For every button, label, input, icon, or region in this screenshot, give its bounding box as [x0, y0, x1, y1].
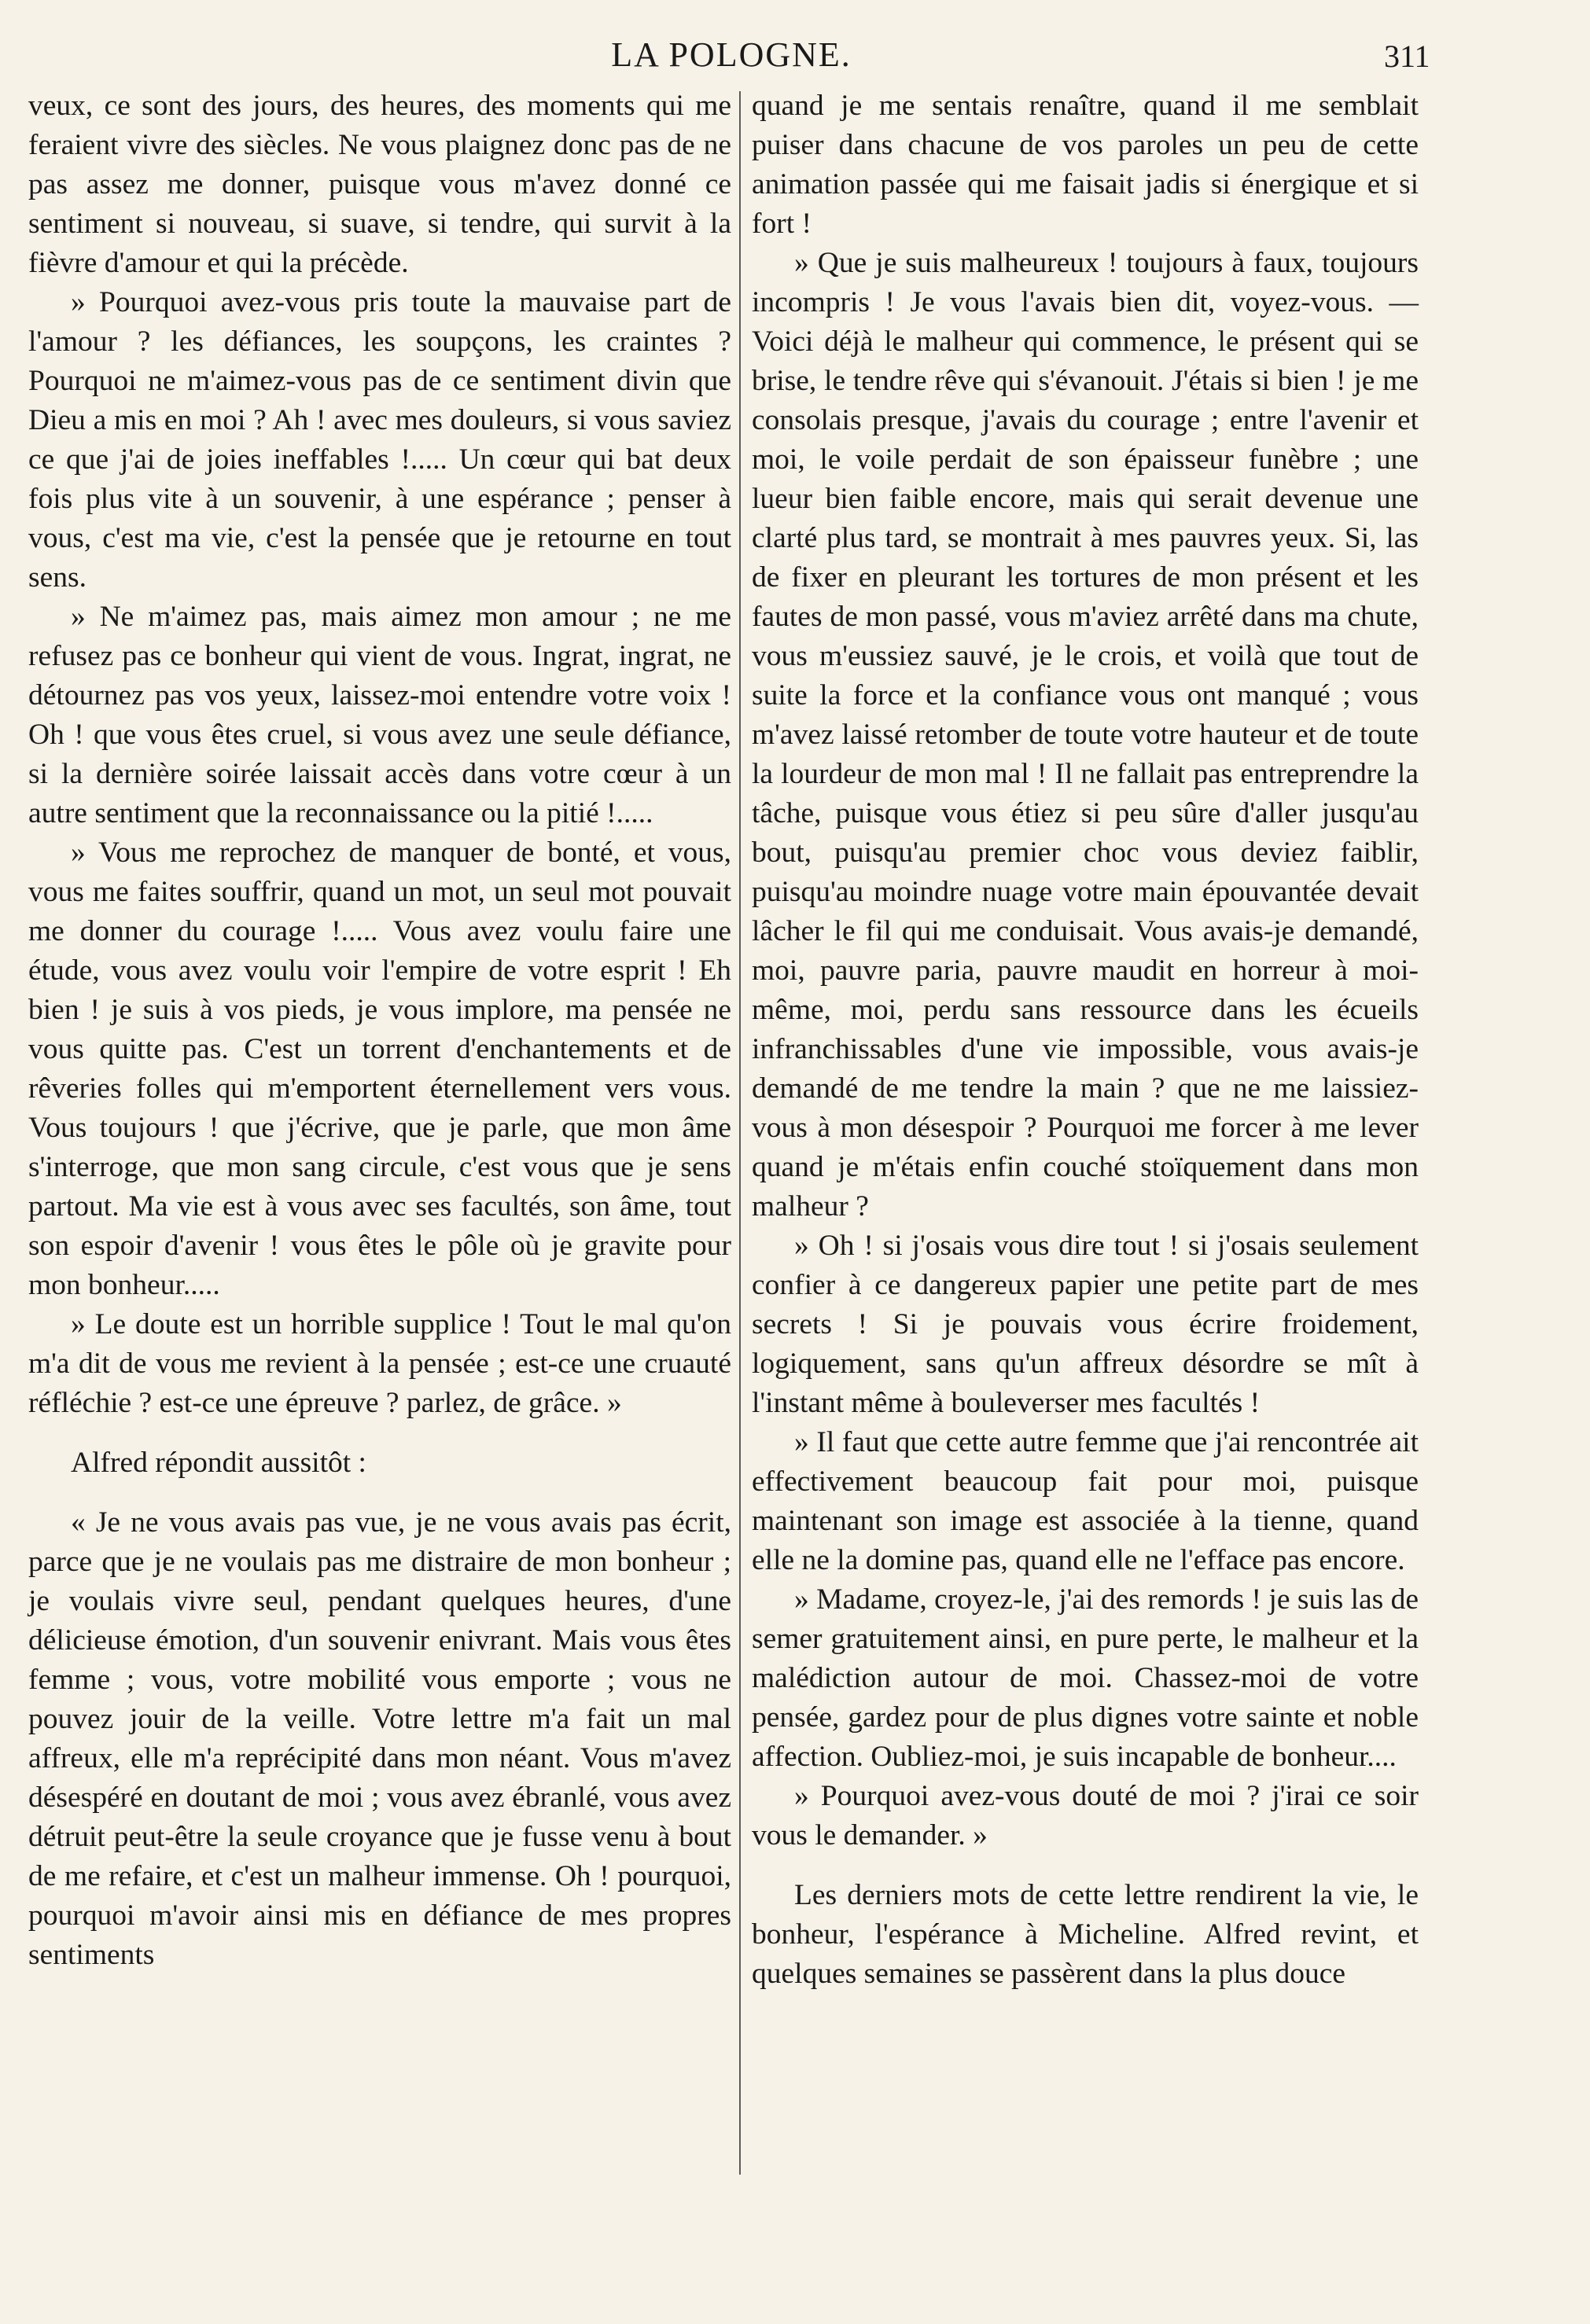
header-title: LA POLOGNE.: [611, 35, 852, 74]
paragraph: quand je me sentais renaître, quand il me semblait puiser dans chacune de vos paroles un peu de cette animation passée qui me faisait jadis si énergique et si fort !: [752, 90, 1419, 240]
paragraph: » Ne m'aimez pas, mais aimez mon amour ; ne me refusez pas ce bonheur qui vient de vous. Ingrat, ingrat, ne détournez pas vos yeux, laissez-moi entendre votre voix ! Oh ! que vous êtes cruel, si vous avez une seule défiance, si la dernière soirée laissait accès dans votre cœur à un autre sentiment que la reconnaissance ou la pitié !.....: [28, 601, 731, 829]
paragraph: » Vous me reprochez de manquer de bonté, et vous, vous me faites souffrir, quand un mot, un seul mot pouvait me donner du courage !..... Vous avez voulu faire une étude, vous avez voulu voir l'empire de votre esprit ! Eh bien ! je suis à vos pieds, je vous implore, ma pensée ne vous quitte pas. C'est un torrent d'enchantements et de rêveries folles qui m'emportent éternellement vers vous. Vous toujours ! que j'écrive, que je parle, que mon âme s'interroge, que mon sang circule, c'est vous que je sens partout. Ma vie est à vous avec ses facultés, son âme, tout son espoir d'avenir ! vous êtes le pôle où je gravite pour mon bonheur.....: [28, 837, 731, 1301]
paragraph: » Que je suis malheureux ! toujours à faux, toujours incompris ! Je vous l'avais bien dit, voyez-vous. — Voici déjà le malheur qui commence, le présent qui se brise, le tendre rêve qui s'évanouit. J'étais si bien ! je me consolais presque, j'avais du courage ; entre l'avenir et moi, le voile perdait de son épaisseur funèbre ; une lueur bien faible encore, mais qui serait devenue une clarté plus tard, se montrait à mes pauvres yeux. Si, las de fixer en pleurant les tortures de mon présent et les fautes de mon passé, vous m'aviez arrêté dans ma chute, vous m'eussiez sauvé, je le crois, et voilà que tout de suite la force et la confiance vous ont manqué ; vous m'avez laissé retomber de toute votre hauteur et de toute la lourdeur de mon mal ! Il ne fallait pas entreprendre la tâche, puisque vous étiez si peu sûre d'aller jusqu'au bout, puisqu'au premier choc vous deviez faiblir, puisqu'au moindre nuage votre main épouvantée devait lâcher le fil qui me conduisait. Vous avais-je demandé, moi, pauvre paria, pauvre maudit en horreur à moi-même, moi, perdu sans ressource dans les écueils infranchissables d'une vie impossible, vous avais-je demandé de me tendre la main ? que ne me laissiez-vous à mon désespoir ? Pourquoi me forcer à me lever quand je m'étais enfin couché stoïquement dans mon malheur ?: [752, 247, 1419, 1223]
paragraph: » Pourquoi avez-vous pris toute la mauvaise part de l'amour ? les défiances, les soupçons, les craintes ? Pourquoi ne m'aimez-vous pas de ce sentiment divin que Dieu a mis en moi ? Ah ! avec mes douleurs, si vous saviez ce que j'ai de joies ineffables !..... Un cœur qui bat deux fois plus vite à un souvenir, à une espérance ; penser à vous, c'est ma vie, c'est la pensée que je retourne en tout sens.: [28, 286, 731, 594]
column-rule: [739, 91, 741, 2175]
paragraph: « Je ne vous avais pas vue, je ne vous avais pas écrit, parce que je ne voulais pas me distraire de mon bonheur ; je voulais vivre seul, pendant quelques heures, d'une délicieuse émotion, d'un souvenir enivrant. Mais vous êtes femme ; vous, votre mobilité vous emporte ; vous ne pouvez jouir de la veille. Votre lettre m'a fait un mal affreux, elle m'a reprécipité dans mon néant. Vous m'avez désespéré en doutant de moi ; vous avez ébranlé, vous avez détruit peut-être la seule croyance que je fusse venu à bout de me refaire, et c'est un malheur immense. Oh ! pourquoi, pourquoi m'avoir ainsi mis en défiance de mes propres sentiments: [28, 1506, 731, 1971]
running-head: [0, 35, 1590, 82]
paragraph: » Pourquoi avez-vous douté de moi ? j'irai ce soir vous le demander. »: [752, 1780, 1419, 1851]
paragraph: » Madame, croyez-le, j'ai des remords ! je suis las de semer gratuitement ainsi, en pure perte, le malheur et la malédiction autour de moi. Chassez-moi de votre pensée, gardez pour de plus dignes votre sainte et noble affection. Oubliez-moi, je suis incapable de bonheur....: [752, 1583, 1419, 1773]
left-column: [28, 86, 731, 1975]
page-number: 311: [1384, 39, 1430, 74]
paragraph: » Oh ! si j'osais vous dire tout ! si j'osais seulement confier à ce dangereux papier une petite part de mes secrets ! Si je pouvais vous écrire froidement, logiquement, sans qu'un affreux désordre se mît à l'instant même à bouleverser mes facultés !: [752, 1230, 1419, 1419]
paragraph: veux, ce sont des jours, des heures, des moments qui me feraient vivre des siècles. Ne vous plaignez donc pas de ne pas assez me donner, puisque vous m'avez donné ce sentiment si nouveau, si suave, si tendre, qui survit à la fièvre d'amour et qui la précède.: [28, 90, 731, 279]
paragraph: Les derniers mots de cette lettre rendirent la vie, le bonheur, l'espérance à Micheline. Alfred revint, et quelques semaines se passèrent dans la plus douce: [752, 1879, 1419, 1990]
paragraph: » Il faut que cette autre femme que j'ai rencontrée ait effectivement beaucoup fait pour moi, puisque maintenant son image est associée à la tienne, quand elle ne la domine pas, quand elle ne l'efface pas encore.: [752, 1426, 1419, 1576]
paragraph: Alfred répondit aussitôt :: [71, 1447, 366, 1479]
right-column: [752, 86, 1419, 1994]
paragraph: » Le doute est un horrible supplice ! Tout le mal qu'on m'a dit de vous me revient à la pensée ; est-ce une cruauté réfléchie ? est-ce une épreuve ? parlez, de grâce. »: [28, 1308, 731, 1419]
